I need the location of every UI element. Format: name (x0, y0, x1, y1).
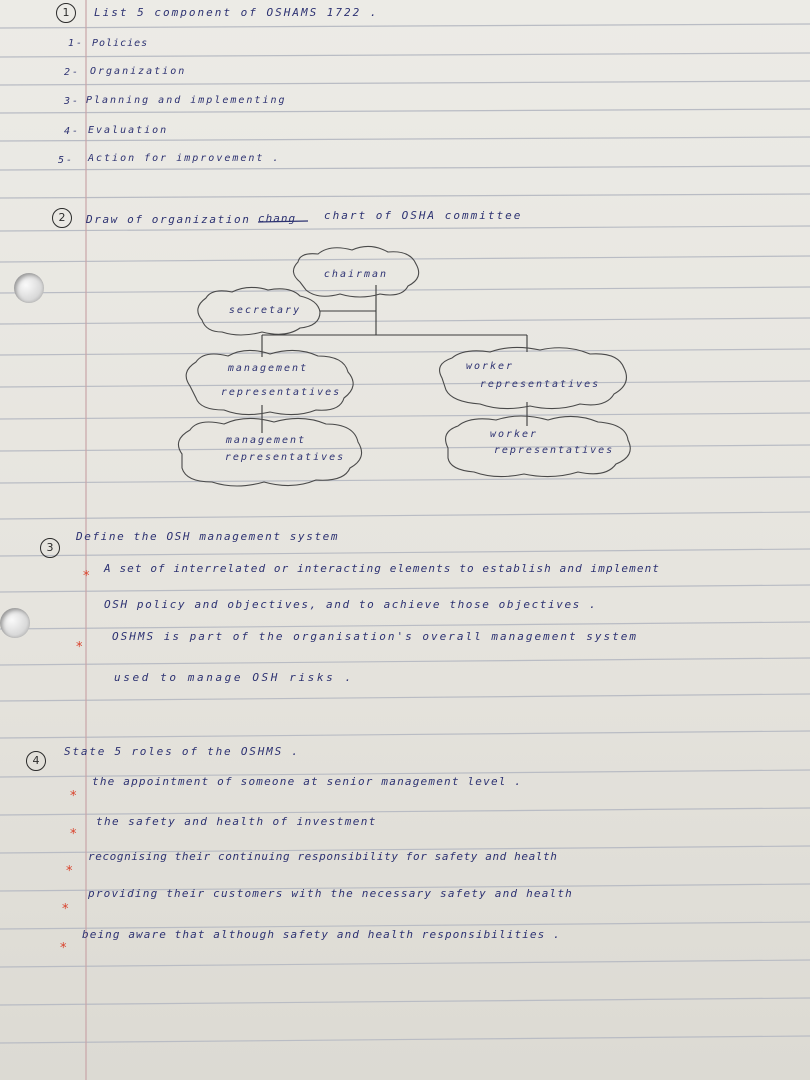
question-1-prompt: List 5 component of OSHAMS 1722 . (94, 6, 379, 19)
chart-node-worker-top-line-2: representatives (479, 379, 601, 390)
q3-line-1: A set of interrelated or interacting elements to establish and implement (104, 562, 661, 575)
q1-item-5-marker: 5- (58, 155, 75, 166)
question-4-prompt: State 5 roles of the OSHMS . (64, 745, 300, 758)
q1-item-4-marker: 4- (64, 126, 81, 137)
q3-line-3: OSHMS is part of the organisation's overall management system (112, 630, 638, 643)
q1-item-5-text: Action for improvement . (88, 153, 281, 164)
binder-hole-bottom (0, 608, 30, 638)
q4-item-4: providing their customers with the necessary safety and health (88, 887, 573, 900)
q1-item-3-marker: 3- (64, 96, 81, 107)
question-1-number: 1 (56, 3, 76, 23)
q3-line-2: OSH policy and objectives, and to achieve those objectives . (104, 598, 598, 611)
chart-node-management-top-line-1: management (227, 363, 309, 374)
question-4-number: 4 (26, 751, 46, 771)
question-3-number: 3 (40, 538, 60, 558)
chart-node-management-top-line-2: representatives (220, 387, 342, 398)
q4-bullet-2-star: * (70, 827, 77, 842)
q3-bullet-2-star: * (76, 640, 83, 655)
q1-item-2-marker: 2- (64, 67, 81, 78)
q3-bullet-1-star: * (83, 569, 90, 584)
chart-node-worker-top-line-1: worker (465, 361, 515, 372)
chart-node-secretary: secretary (228, 305, 302, 316)
question-2-number: 2 (52, 208, 72, 228)
chart-node-chairman: chairman (323, 269, 389, 280)
question-2-crossed-word: chang (258, 212, 297, 225)
q4-item-3: recognising their continuing responsibility for safety and health (88, 850, 558, 863)
q1-item-4-text: Evaluation (88, 125, 169, 136)
q4-item-2: the safety and health of investment (96, 815, 377, 828)
q1-item-1-marker: 1- (68, 38, 85, 49)
question-2-prompt-before: Draw of organization (86, 213, 251, 226)
chart-node-worker-bottom-line-1: worker (489, 429, 539, 440)
q4-item-1: the appointment of someone at senior management level . (92, 775, 523, 788)
q4-bullet-1-star: * (70, 789, 77, 804)
question-3-prompt: Define the OSH management system (76, 530, 340, 543)
question-2-prompt-after: chart of OSHA committee (324, 209, 523, 222)
q1-item-3-text: Planning and implementing (86, 95, 287, 106)
q1-item-2-text: Organization (90, 66, 187, 77)
q4-item-5: being aware that although safety and health responsibilities . (82, 928, 561, 941)
chart-node-worker-bottom-line-2: representatives (493, 445, 615, 456)
q3-line-4: used to manage OSH risks . (114, 671, 354, 684)
q1-item-1-text: Policies (92, 38, 149, 49)
chart-node-management-bottom-line-2: representatives (224, 452, 346, 463)
q4-bullet-5-star: * (60, 941, 67, 956)
q4-bullet-3-star: * (66, 864, 73, 879)
binder-hole-top (14, 273, 44, 303)
chart-node-management-bottom-line-1: management (225, 435, 307, 446)
q4-bullet-4-star: * (62, 902, 69, 917)
